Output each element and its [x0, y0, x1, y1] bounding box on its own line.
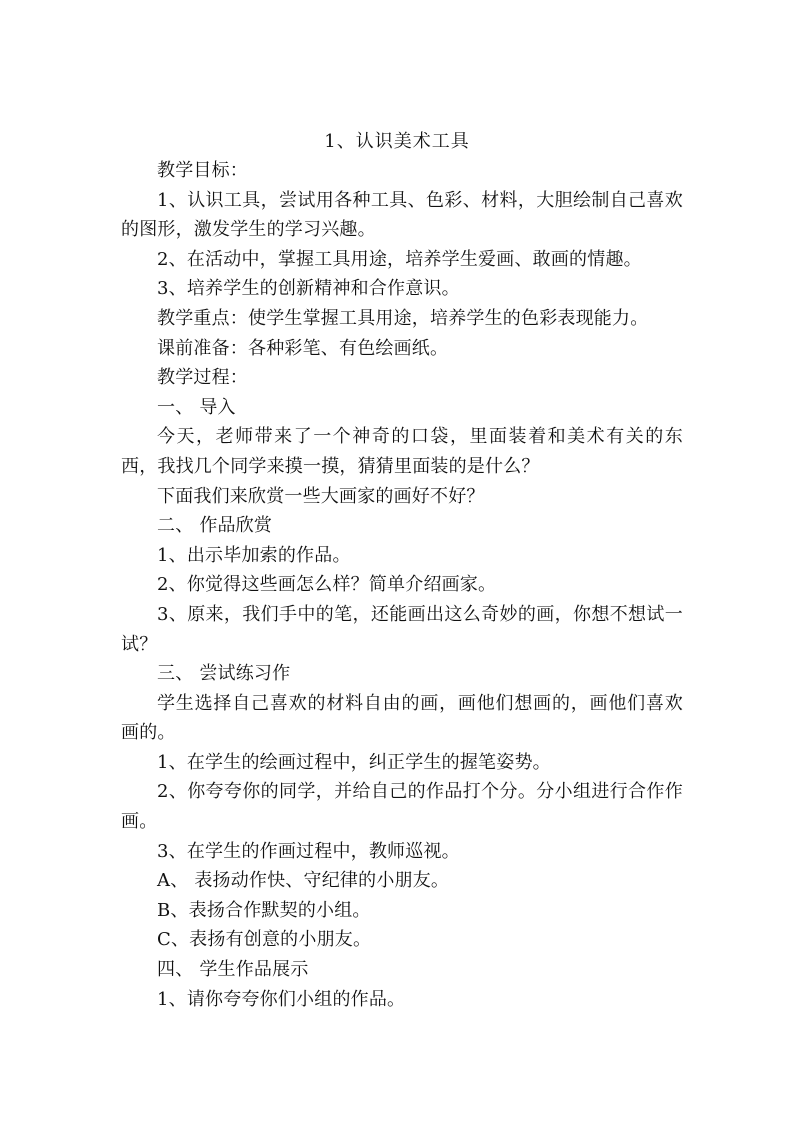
- paragraph: 三、 尝试练习作: [157, 663, 291, 685]
- paragraph: C、表扬有创意的小朋友。: [157, 929, 372, 951]
- paragraph: 今天，老师带来了一个神奇的口袋，里面装着和美术有关的东西，我找几个同学来摸一摸，猜猜里面装的是什么？: [121, 426, 683, 477]
- paragraph: 教学目标：: [157, 160, 248, 181]
- paragraph: 2、你夸夸你的同学，并给自己的作品打个分。分小组进行合作作画。: [121, 781, 683, 833]
- paragraph: 3、培养学生的创新精神和合作意识。: [157, 278, 460, 300]
- paragraph: 1、请你夸夸你们小组的作品。: [157, 988, 406, 1010]
- paragraph: 一、 导入: [157, 396, 236, 418]
- paragraph: 课前准备：各种彩笔、有色绘画纸。: [157, 337, 449, 359]
- paragraph: 学生选择自己喜欢的材料自由的画，画他们想画的，画他们喜欢画的。: [121, 692, 683, 744]
- paragraph: 3、原来，我们手中的笔，还能画出这么奇妙的画，你想不想试一试？: [121, 603, 683, 655]
- paragraph: 2、在活动中，掌握工具用途，培养学生爱画、敢画的情趣。: [157, 248, 642, 270]
- document-body: [121, 156, 683, 1014]
- paragraph: 二、 作品欣赏: [157, 515, 273, 537]
- paragraph: 1、出示毕加索的作品。: [157, 544, 351, 566]
- paragraph: 四、 学生作品展示: [157, 959, 309, 981]
- paragraph: 3、在学生的作画过程中，教师巡视。: [157, 840, 460, 862]
- paragraph: 教学过程：: [157, 367, 248, 389]
- paragraph: 1、认识工具，尝试用各种工具、色彩、材料，大胆绘制自己喜欢的图形，激发学生的学习兴趣。: [121, 189, 683, 241]
- paragraph: A、 表扬动作快、守纪律的小朋友。: [157, 870, 450, 892]
- paragraph: 2、你觉得这些画怎么样？简单介绍画家。: [157, 574, 497, 596]
- document-title: 1、认识美术工具: [324, 131, 470, 152]
- paragraph: B、表扬合作默契的小组。: [157, 899, 371, 921]
- paragraph: 下面我们来欣赏一些大画家的画好不好？: [157, 485, 485, 507]
- paragraph: 教学重点：使学生掌握工具用途，培养学生的色彩表现能力。: [157, 307, 649, 329]
- paragraph: 1、在学生的绘画过程中，纠正学生的握笔姿势。: [157, 751, 551, 773]
